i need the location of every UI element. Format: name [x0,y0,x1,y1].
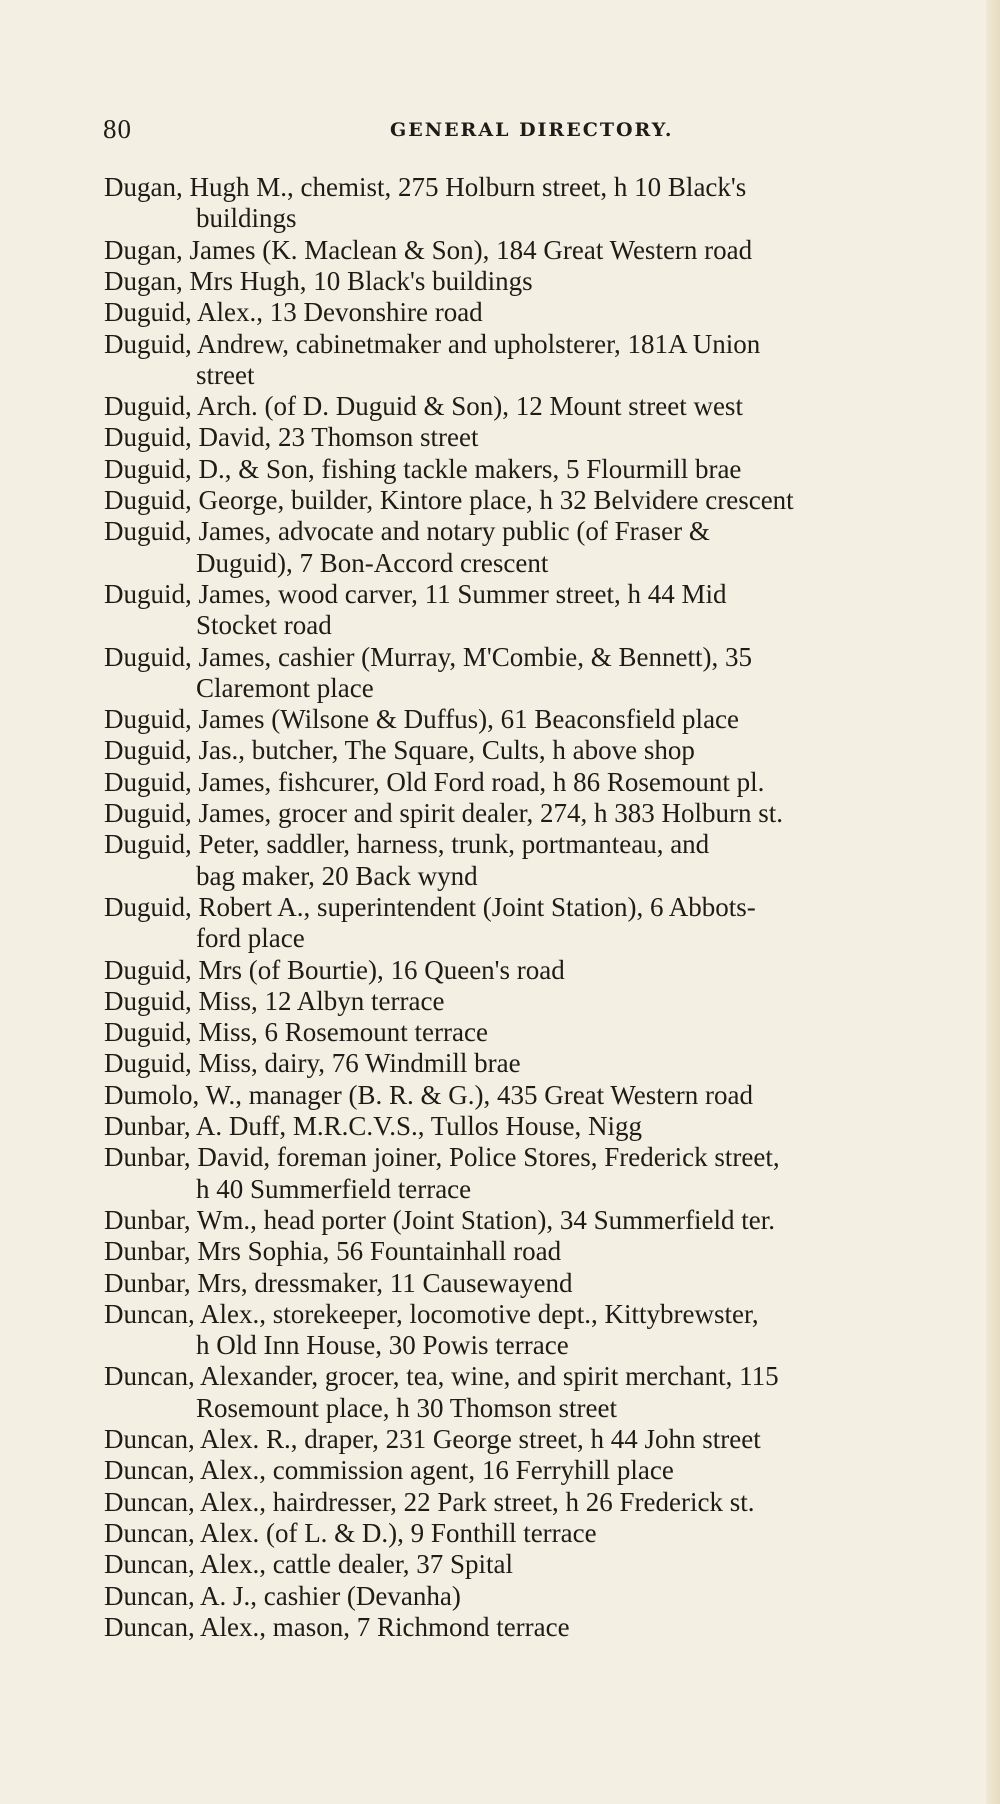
directory-entry [104,266,964,297]
directory-entry [104,1487,964,1518]
entry-line: Duguid, D., & Son, fishing tackle makers, 5 Flourmill brae [104,453,742,484]
entry-line: Duguid, Miss, 12 Albyn terrace [104,985,445,1016]
entry-continuation-line: Duguid), 7 Bon-Accord crescent [196,547,549,578]
entry-line: Duguid, Alex., 13 Devonshire road [104,297,483,328]
entry-continuation-line: Stocket road [196,610,332,641]
entry-line: Duguid, Miss, 6 Rosemount terrace [104,1017,488,1048]
entry-line: Dunbar, Wm., head porter (Joint Station), 34 Summerfield ter. [104,1204,776,1235]
directory-entry [104,1268,964,1299]
entry-line: Duguid, James, advocate and notary public (of Fraser & [104,516,710,547]
directory-entry [104,454,964,485]
directory-entry [104,1017,964,1048]
entry-line: Duncan, Alexander, grocer, tea, wine, and spirit merchant, 115 [104,1361,779,1392]
entry-line: Duncan, Alex., mason, 7 Richmond terrace [104,1611,570,1642]
entry-line: Duncan, Alex., storekeeper, locomotive dept., Kittybrewster, [104,1298,759,1329]
directory-entry [104,829,964,892]
entry-line: Dugan, Hugh M., chemist, 275 Holburn street, h 10 Black's [104,172,747,202]
entry-line: Duguid, James, wood carver, 11 Summer street, h 44 Mid [104,578,727,609]
entry-continuation-line: buildings [196,203,297,234]
directory-entry [104,1424,964,1455]
directory-entry [104,798,964,829]
directory-entry [104,955,964,986]
entry-line: Duguid, James, grocer and spirit dealer, 274, h 383 Holburn st. [104,798,784,828]
directory-entry [104,767,964,798]
directory-entry [104,1549,964,1580]
entry-continuation-line: bag maker, 20 Back wynd [196,860,478,891]
entry-line: Duncan, Alex., hairdresser, 22 Park street, h 26 Frederick st. [104,1486,755,1517]
directory-entry [104,1142,964,1205]
directory-entry [104,297,964,328]
directory-entry [104,1080,964,1111]
directory-entry [104,1299,964,1362]
directory-entry [104,172,964,235]
entry-line: Duguid, Arch. (of D. Duguid & Son), 12 Mount street west [104,391,743,422]
entry-line: Duguid, David, 23 Thomson street [104,422,479,453]
directory-entry [104,485,964,516]
directory-entry [104,235,964,266]
directory-entry [104,516,964,579]
directory-entry [104,735,964,766]
entry-line: Duguid, Jas., butcher, The Square, Cults, h above shop [104,735,695,766]
directory-entry [104,391,964,422]
directory-entry [104,1205,964,1236]
directory-entry [104,1048,964,1079]
directory-entry [104,986,964,1017]
entry-line: Duguid, George, builder, Kintore place, h 32 Belvidere crescent [104,485,794,515]
directory-entry [104,1236,964,1267]
entry-line: Duguid, James, fishcurer, Old Ford road, h 86 Rosemount pl. [104,766,765,797]
directory-entry [104,1455,964,1486]
entry-line: Dugan, James (K. Maclean & Son), 184 Great Western road [104,234,753,265]
directory-entry [104,579,964,642]
directory-entry [104,1518,964,1549]
entry-line: Duncan, Alex. R., draper, 231 George street, h 44 John street [104,1424,761,1454]
entry-line: Dugan, Mrs Hugh, 10 Black's buildings [104,265,533,296]
entry-continuation-line: ford place [196,923,305,954]
entry-line: Duncan, A. J., cashier (Devanha) [104,1580,461,1611]
directory-entry [104,1581,964,1612]
directory-entry [104,1361,964,1424]
directory-entry [104,1111,964,1142]
entry-line: Duncan, Alex., cattle dealer, 37 Spital [104,1549,514,1580]
directory-entry [104,892,964,955]
directory-entry [104,329,964,392]
directory-entry [104,1612,964,1643]
directory-entries [0,172,1000,1732]
entry-line: Dunbar, A. Duff, M.R.C.V.S., Tullos House, Nigg [104,1111,643,1141]
entry-line: Dumolo, W., manager (B. R. & G.), 435 Great Western road [104,1079,753,1110]
page-number: 80 [103,114,132,144]
entry-line: Dunbar, David, foreman joiner, Police Stores, Frederick street, [104,1142,780,1173]
entry-line: Duguid, James (Wilsone & Duffus), 61 Beaconsfield place [104,704,740,735]
entry-line: Dunbar, Mrs, dressmaker, 11 Causewayend [104,1267,573,1298]
entry-continuation-line: Rosemount place, h 30 Thomson street [196,1392,617,1423]
entry-continuation-line: h Old Inn House, 30 Powis terrace [196,1330,569,1361]
entry-line: Duguid, Miss, dairy, 76 Windmill brae [104,1048,521,1079]
directory-entry [104,422,964,453]
running-head: GENERAL DIRECTORY. [390,119,674,141]
entry-line: Duguid, Robert A., superintendent (Joint Station), 6 Abbots- [104,891,756,922]
entry-line: Duguid, Andrew, cabinetmaker and upholsterer, 181A Union [104,328,761,359]
entry-continuation-line: street [196,359,255,390]
entry-line: Duguid, James, cashier (Murray, M'Combie, & Bennett), 35 [104,641,752,672]
entry-continuation-line: Claremont place [196,672,374,703]
directory-entry [104,642,964,705]
directory-entry [104,704,964,735]
entry-continuation-line: h 40 Summerfield terrace [196,1173,472,1204]
entry-line: Duncan, Alex. (of L. & D.), 9 Fonthill terrace [104,1517,597,1548]
entry-line: Dunbar, Mrs Sophia, 56 Fountainhall road [104,1236,562,1267]
entry-line: Duguid, Mrs (of Bourtie), 16 Queen's road [104,954,565,985]
entry-line: Duncan, Alex., commission agent, 16 Ferryhill place [104,1455,674,1486]
entry-line: Duguid, Peter, saddler, harness, trunk, portmanteau, and [104,829,710,860]
page-header [0,114,1000,154]
